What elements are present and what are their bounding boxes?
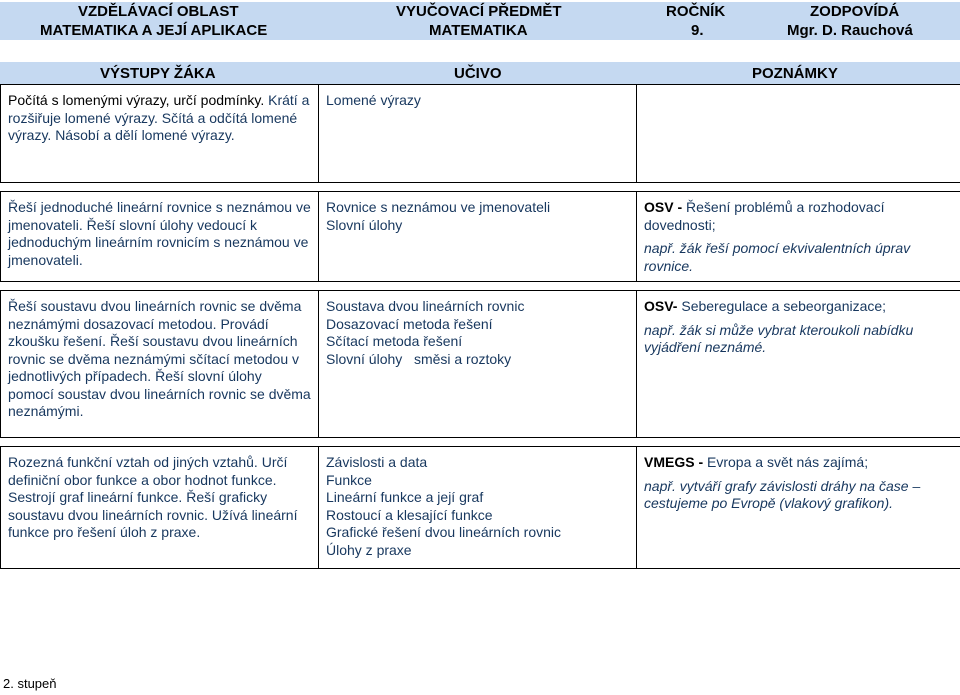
ucivo-line: Rostoucí a klesající funkce (326, 506, 493, 523)
cell-vystupy (1, 192, 319, 282)
cell-ucivo (319, 192, 637, 282)
ucivo-line: Úlohy z praxe (326, 541, 412, 558)
ucivo-line: Funkce (326, 471, 372, 488)
cell-poznamky (637, 192, 960, 282)
ucivo-line: Dosazovací metoda řešení (326, 315, 493, 332)
ucivo-line: Lomené výrazy (326, 92, 421, 108)
vystupy-text: Počítá s lomenými výrazy, určí podmínky. Krátí a rozšiřuje lomené výrazy. Sčítá a odčítá lomené výrazy. Násobí a dělí lomené výrazy. (8, 92, 310, 143)
header-value-predmet: MATEMATIKA (429, 22, 528, 39)
ucivo-line: Slovní úlohy směsi a roztoky (326, 350, 512, 367)
cell-ucivo (319, 447, 637, 569)
header-value-zodpovida: Mgr. D. Rauchová (787, 22, 913, 39)
header-label-zodpovida: ZODPOVÍDÁ (810, 3, 900, 20)
table-row (1, 85, 960, 183)
ucivo-line: Rovnice s neznámou ve jmenovateli (326, 199, 551, 215)
poznamky-example: např. vytváří grafy závislosti dráhy na čase – cestujeme po Evropě (vlakový grafikon). (644, 477, 921, 511)
vystupy-text: Rozezná funkční vztah od jiných vztahů. Určí definiční obor funkce a obor hodnot funkce. Sestrojí graf lineární funkce. Řeší graficky soustavu dvou lineárních rovnic. Užívá lineární funkce pro řešení úloh z praxe. (8, 454, 298, 540)
cell-poznamky (637, 85, 960, 183)
cell-poznamky (637, 447, 960, 569)
header-value-oblast: MATEMATIKA A JEJÍ APLIKACE (40, 22, 268, 39)
header-label-rocnik: ROČNÍK (666, 3, 726, 20)
cell-ucivo (319, 85, 637, 183)
ucivo-line: Slovní úlohy (326, 216, 403, 233)
column-header-ucivo: UČIVO (454, 65, 502, 82)
poznamky-example: např. žák si může vybrat kteroukoli nabídku vyjádření neznámé. (644, 321, 914, 355)
header-value-rocnik: 9. (691, 22, 704, 39)
column-header-bar (0, 62, 960, 84)
table-row (1, 447, 960, 569)
cell-vystupy (1, 447, 319, 569)
poznamky-text: VMEGS - Evropa a svět nás zajímá; (644, 454, 869, 470)
table-row (1, 291, 960, 438)
cell-vystupy (1, 85, 319, 183)
poznamky-text: OSV- Seberegulace a sebeorganizace; (644, 298, 887, 314)
header-label-predmet: VYUČOVACÍ PŘEDMĚT (396, 3, 562, 20)
ucivo-line: Lineární funkce a její graf (326, 489, 484, 505)
ucivo-line: Grafické řešení dvou lineárních rovnic (326, 524, 561, 540)
ucivo-line: Soustava dvou lineárních rovnic (326, 298, 525, 314)
poznamky-text: OSV - Řešení problémů a rozhodovací dovednosti; (644, 199, 885, 233)
ucivo-line: Sčítací metoda řešení (326, 333, 463, 349)
cell-ucivo (319, 291, 637, 438)
ucivo-line: Závislosti a data (326, 454, 428, 470)
curriculum-table (0, 84, 960, 569)
vystupy-text: Řeší soustavu dvou lineárních rovnic se dvěma neznámými dosazovací metodou. Provádí zkoušku řešení. Řeší soustavu dvou lineárních rovnic se dvěma neznámými sčítací metodou v jednotlivých případech. Řeší slovní úlohy pomocí soustav dvou lineárních rovnic se dvěma neznámými. (8, 298, 311, 419)
header-label-oblast: VZDĚLÁVACÍ OBLAST (78, 3, 239, 20)
cell-vystupy (1, 291, 319, 438)
column-header-vystupy: VÝSTUPY ŽÁKA (100, 65, 216, 82)
poznamky-example: např. žák řeší pomocí ekvivalentních úprav rovnice. (644, 240, 911, 274)
table-row (1, 192, 960, 282)
vystupy-text: Řeší jednoduché lineární rovnice s neznámou ve jmenovateli. Řeší slovní úlohy vedoucí k jednoduchým lineárním rovnicím s neznámou ve jmenovateli. (8, 199, 311, 268)
column-header-poznamky: POZNÁMKY (752, 65, 838, 82)
header-row-values (0, 21, 960, 40)
header-row-labels (0, 2, 960, 21)
page-footer: 2. stupeň (3, 676, 57, 691)
cell-poznamky (637, 291, 960, 438)
